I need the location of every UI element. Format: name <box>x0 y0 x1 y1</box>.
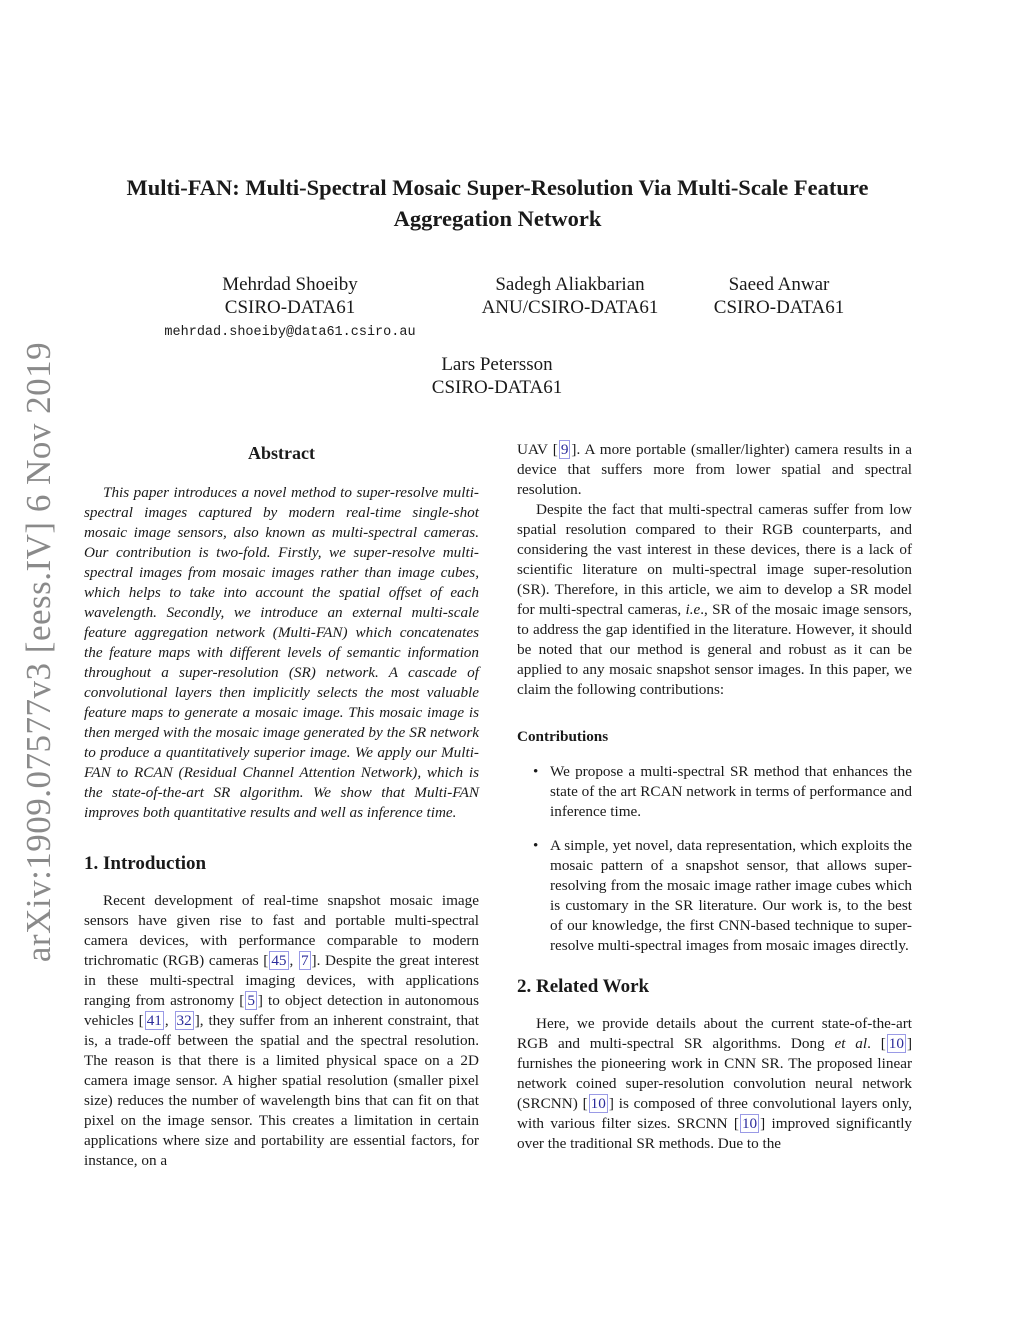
intro-text: ] to object detection in autonomous vehicles [ <box>84 992 480 1029</box>
related-work-paragraph <box>517 1014 912 1154</box>
related-text: ] is composed of three convolutional layers only, with various filter sizes. SRCNN [ <box>517 1095 912 1132</box>
contributions-list <box>517 762 912 956</box>
author-name: Saeed Anwar <box>728 274 830 295</box>
related-text: . [ <box>867 1035 886 1052</box>
intro-text-italic: i.e <box>685 601 701 618</box>
intro-text: ., SR of the mosaic image sensors, to address the gap identified in the literature. However, it should be noted that our method is general and robust as it can be applied to any mosaic snapshot sensor images. In this paper, we claim the following contributions: <box>517 601 912 698</box>
intro-text: Despite the fact that multi-spectral cameras suffer from low spatial resolution compared to their RGB counterparts, and considering the vast interest in these devices, there is a lack of scientific literature on multi-spectral image super-resolution (SR). Therefore, in this article, we aim to develop a SR model for multi-spectral cameras, <box>517 501 912 618</box>
intro-text: , <box>289 952 298 969</box>
introduction-paragraph-1-continued <box>517 440 912 500</box>
citation-link[interactable]: 9 <box>560 441 569 458</box>
intro-text: ], they suffer from an inherent constraint, that is, a trade-off between the spatial and the spectral resolution. The reason is that there is a limited physical space on a 2D camera image sensor. A higher spatial resolution (smaller pixel size) reduces the number of wavelength bins that can fit on that pixel on the image sensor. This creates a limitation in certain applications where size and portability are essential factors, for instance, on a <box>84 1012 479 1169</box>
intro-text: UAV [ <box>517 441 558 458</box>
introduction-paragraph-2 <box>517 500 912 700</box>
abstract-heading: Abstract <box>248 443 315 463</box>
intro-text: Recent development of real-time snapshot mosaic image sensors have given rise to fast and portable multi-spectral camera devices, with performance comparable to modern trichromatic (RGB) cameras [ <box>84 892 479 969</box>
abstract-text: This paper introduces a novel method to super-resolve multi-spectral images captured by modern real-time single-shot mosaic image sensors, also known as multi-spectral cameras. Our contribution is two-fold. Firstly, we super-resolve multi-spectral images from mosaic images rather than image cubes, which helps to take into account the spatial offset of each wavelength. Secondly, we introduce an external multi-scale feature aggregation network (Multi-FAN) which concatenates the feature maps with different levels of semantic information throughout a super-resolution (SR) network. A cascade of convolutional layers then implicitly selects the most valuable feature maps to generate a mosaic image. This mosaic image is then merged with the mosaic image generated by the SR network to produce a quantitatively superior image. We apply our Multi-FAN to RCAN (Residual Channel Attention Network), which is the state-of-the-art SR algorithm. We show that Multi-FAN improves both quantitative results and well as inference time. <box>84 484 479 821</box>
author-block-1 <box>140 273 440 344</box>
related-text-italic: et al <box>834 1035 868 1052</box>
left-column <box>84 440 479 1171</box>
author-affiliation: CSIRO-DATA61 <box>431 377 563 398</box>
contributions-heading: Contributions <box>517 728 609 745</box>
related-text: ] furnishes the pioneering work in CNN SR. The proposed linear network coined super-resolution convolution neural network (SRCNN) [ <box>517 1035 912 1112</box>
citation-link[interactable]: 32 <box>176 1012 192 1029</box>
author-email[interactable]: mehrdad.shoeiby@data61.csiro.au <box>164 325 416 340</box>
citation-link[interactable]: 10 <box>741 1115 758 1132</box>
right-column <box>517 440 912 1154</box>
author-block-3 <box>700 273 858 319</box>
related-work-heading: 2. Related Work <box>517 976 650 997</box>
citation-link[interactable]: 7 <box>300 952 309 969</box>
arxiv-identifier-stamp <box>8 341 70 963</box>
citation-link[interactable]: 10 <box>888 1035 904 1052</box>
list-item: • A simple, yet novel, data representation, which exploits the mosaic pattern of a snapshot sensor, that allows super-resolving from the mosaic image rather image cubes which is customary in the SR literature. Our work is, to the best of our knowledge, the first CNN-based technique to super-resolve multi-spectral images from mosaic images directly. <box>517 836 912 956</box>
citation-link[interactable]: 5 <box>247 992 255 1009</box>
author-block-2 <box>458 273 682 319</box>
paper-title: Multi-FAN: Multi-Spectral Mosaic Super-Resolution Via Multi-Scale Feature Aggregation Network <box>126 175 869 231</box>
arxiv-id: arXiv:1909.07577v3 [eess.IV] 6 Nov 2019 <box>19 341 58 963</box>
citation-link[interactable]: 10 <box>590 1095 606 1112</box>
author-name: Mehrdad Shoeiby <box>222 274 358 295</box>
introduction-heading: 1. Introduction <box>84 853 207 874</box>
author-name: Lars Petersson <box>441 354 553 375</box>
author-name: Sadegh Aliakbarian <box>495 274 645 295</box>
related-text: Here, we provide details about the current state-of-the-art RGB and multi-spectral SR algorithms. Dong <box>517 1015 912 1052</box>
intro-text: , <box>164 1012 174 1029</box>
list-item: • We propose a multi-spectral SR method that enhances the state of the art RCAN network in terms of performance and inference time. <box>517 762 912 822</box>
author-affiliation: CSIRO-DATA61 <box>224 297 356 318</box>
author-affiliation: CSIRO-DATA61 <box>713 297 845 318</box>
citation-link[interactable]: 45 <box>271 952 287 969</box>
author-affiliation: ANU/CSIRO-DATA61 <box>481 297 659 318</box>
author-block-4 <box>397 353 597 399</box>
intro-text: ]. Despite the great interest in these multi-spectral imaging devices, with applications ranging from astronomy [ <box>84 952 479 1009</box>
intro-text: ]. A more portable (smaller/lighter) camera results in a device that suffers more from lower spatial and spectral resolution. <box>517 441 912 498</box>
introduction-paragraph-1 <box>84 891 479 1171</box>
citation-link[interactable]: 41 <box>146 1012 162 1029</box>
related-text: ] improved significantly over the traditional SR methods. Due to the <box>517 1115 913 1152</box>
